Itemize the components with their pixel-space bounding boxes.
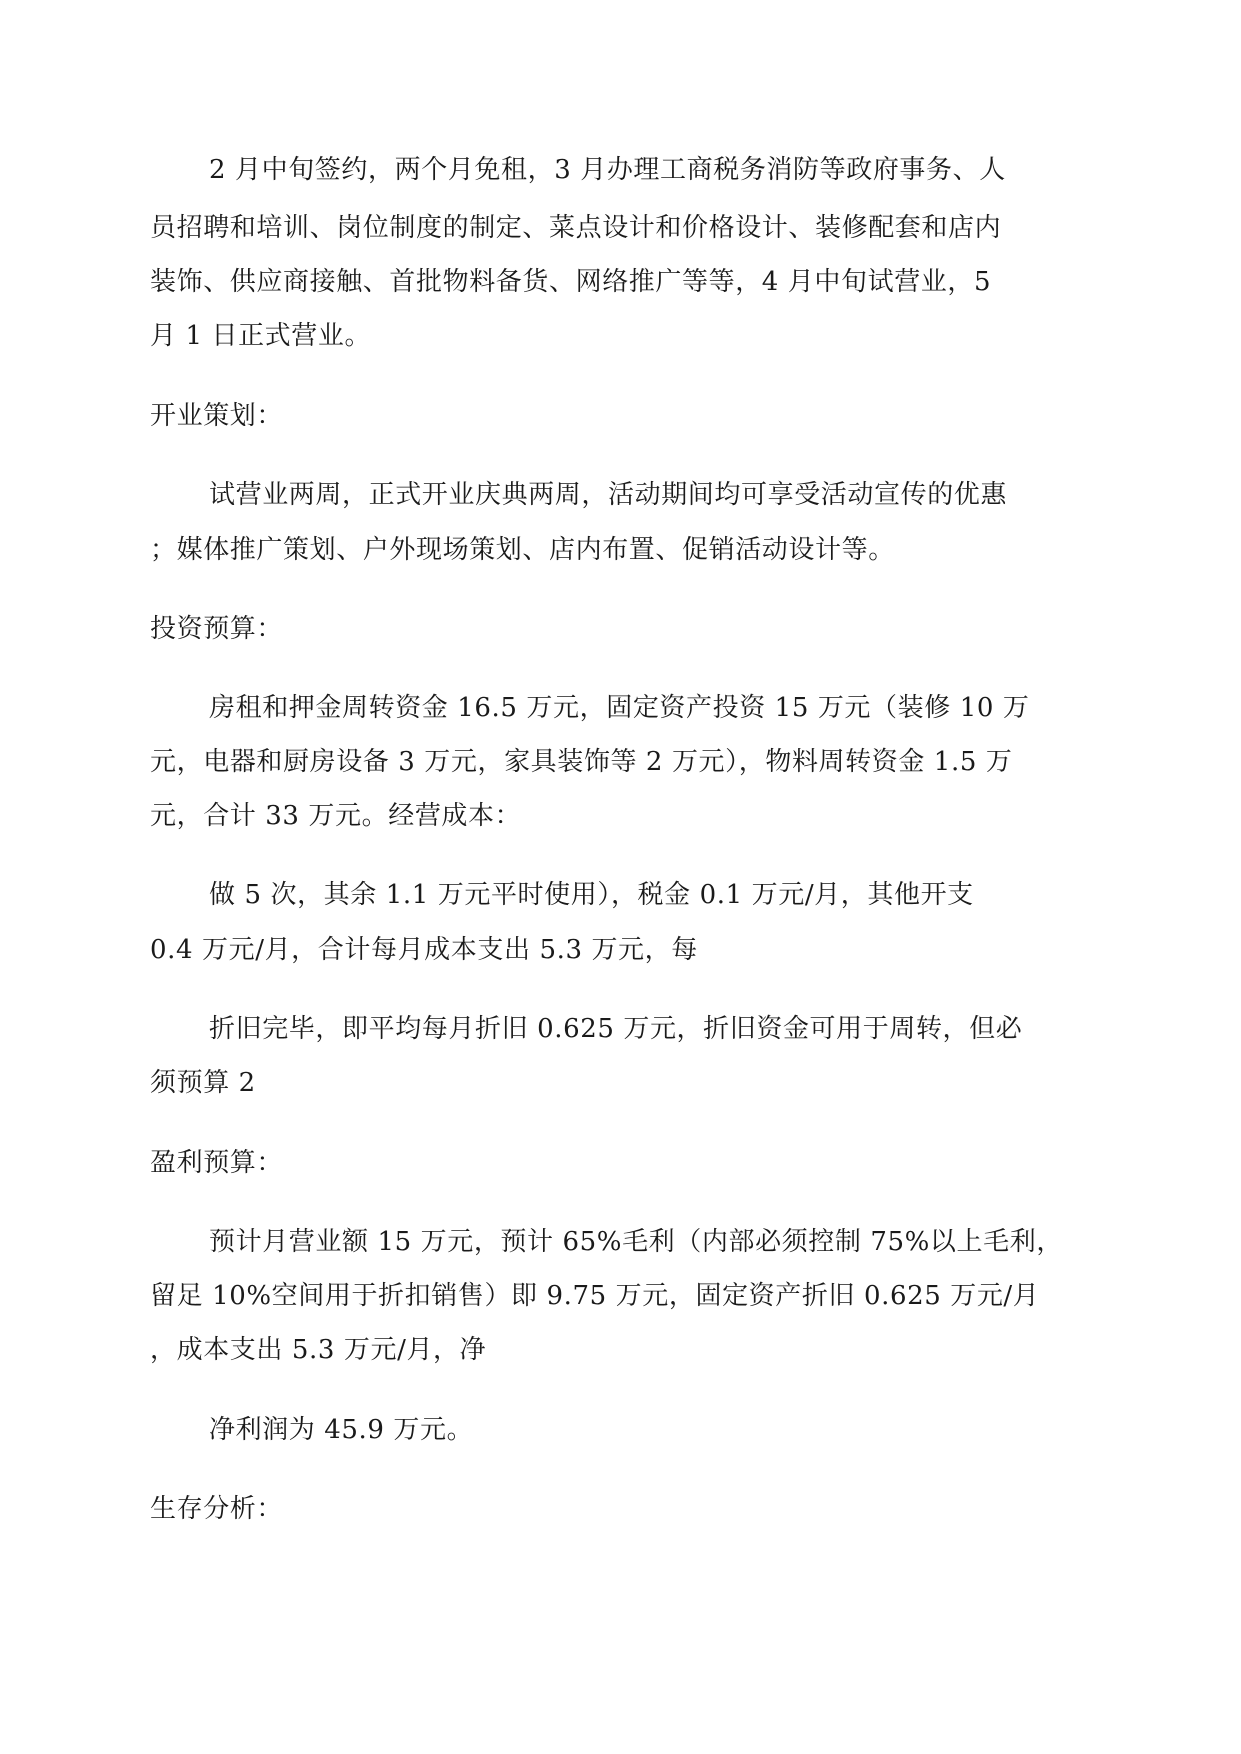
heading-opening-plan: 开业策划： bbox=[150, 401, 284, 431]
paragraph-depreciation-line-2: 须预算 2 bbox=[150, 1068, 256, 1098]
heading-profit-budget: 盈利预算： bbox=[150, 1148, 284, 1178]
paragraph-depreciation-line-1: 折旧完毕，即平均每月折旧 0.625 万元，折旧资金可用于周转，但必 bbox=[209, 1014, 1023, 1044]
paragraph-investment-line-3: 元，合计 33 万元。经营成本： bbox=[150, 801, 522, 831]
heading-survival-analysis: 生存分析： bbox=[150, 1494, 284, 1524]
paragraph-schedule-line-1: 2 月中旬签约，两个月免租，3 月办理工商税务消防等政府事务、人 bbox=[209, 155, 1006, 185]
paragraph-profit-line-2: 留足 10%空间用于折扣销售）即 9.75 万元，固定资产折旧 0.625 万元/月 bbox=[150, 1281, 1040, 1311]
paragraph-profit-line-3: ，成本支出 5.3 万元/月，净 bbox=[150, 1335, 487, 1365]
paragraph-profit-line-1: 预计月营业额 15 万元，预计 65%毛利（内部必须控制 75%以上毛利， bbox=[209, 1227, 1063, 1257]
paragraph-schedule-line-2: 员招聘和培训、岗位制度的制定、菜点设计和价格设计、装修配套和店内 bbox=[150, 213, 1002, 243]
paragraph-investment-line-1: 房租和押金周转资金 16.5 万元，固定资产投资 15 万元（装修 10 万 bbox=[209, 693, 1030, 723]
paragraph-investment-line-2: 元，电器和厨房设备 3 万元，家具装饰等 2 万元），物料周转资金 1.5 万 bbox=[150, 747, 1013, 777]
paragraph-cost-line-2: 0.4 万元/月，合计每月成本支出 5.3 万元，每 bbox=[150, 935, 698, 965]
paragraph-schedule-line-3: 装饰、供应商接触、首批物料备货、网络推广等等，4 月中旬试营业，5 bbox=[150, 267, 992, 297]
paragraph-opening-line-1: 试营业两周，正式开业庆典两周，活动期间均可享受活动宣传的优惠 bbox=[209, 480, 1008, 510]
paragraph-cost-line-1: 做 5 次，其余 1.1 万元平时使用），税金 0.1 万元/月，其他开支 bbox=[209, 880, 974, 910]
heading-investment-budget: 投资预算： bbox=[150, 614, 284, 644]
paragraph-net-profit: 净利润为 45.9 万元。 bbox=[209, 1415, 474, 1445]
paragraph-opening-line-2: ；媒体推广策划、户外现场策划、店内布置、促销活动设计等。 bbox=[150, 535, 895, 565]
paragraph-schedule-line-4: 月 1 日正式营业。 bbox=[150, 321, 372, 351]
